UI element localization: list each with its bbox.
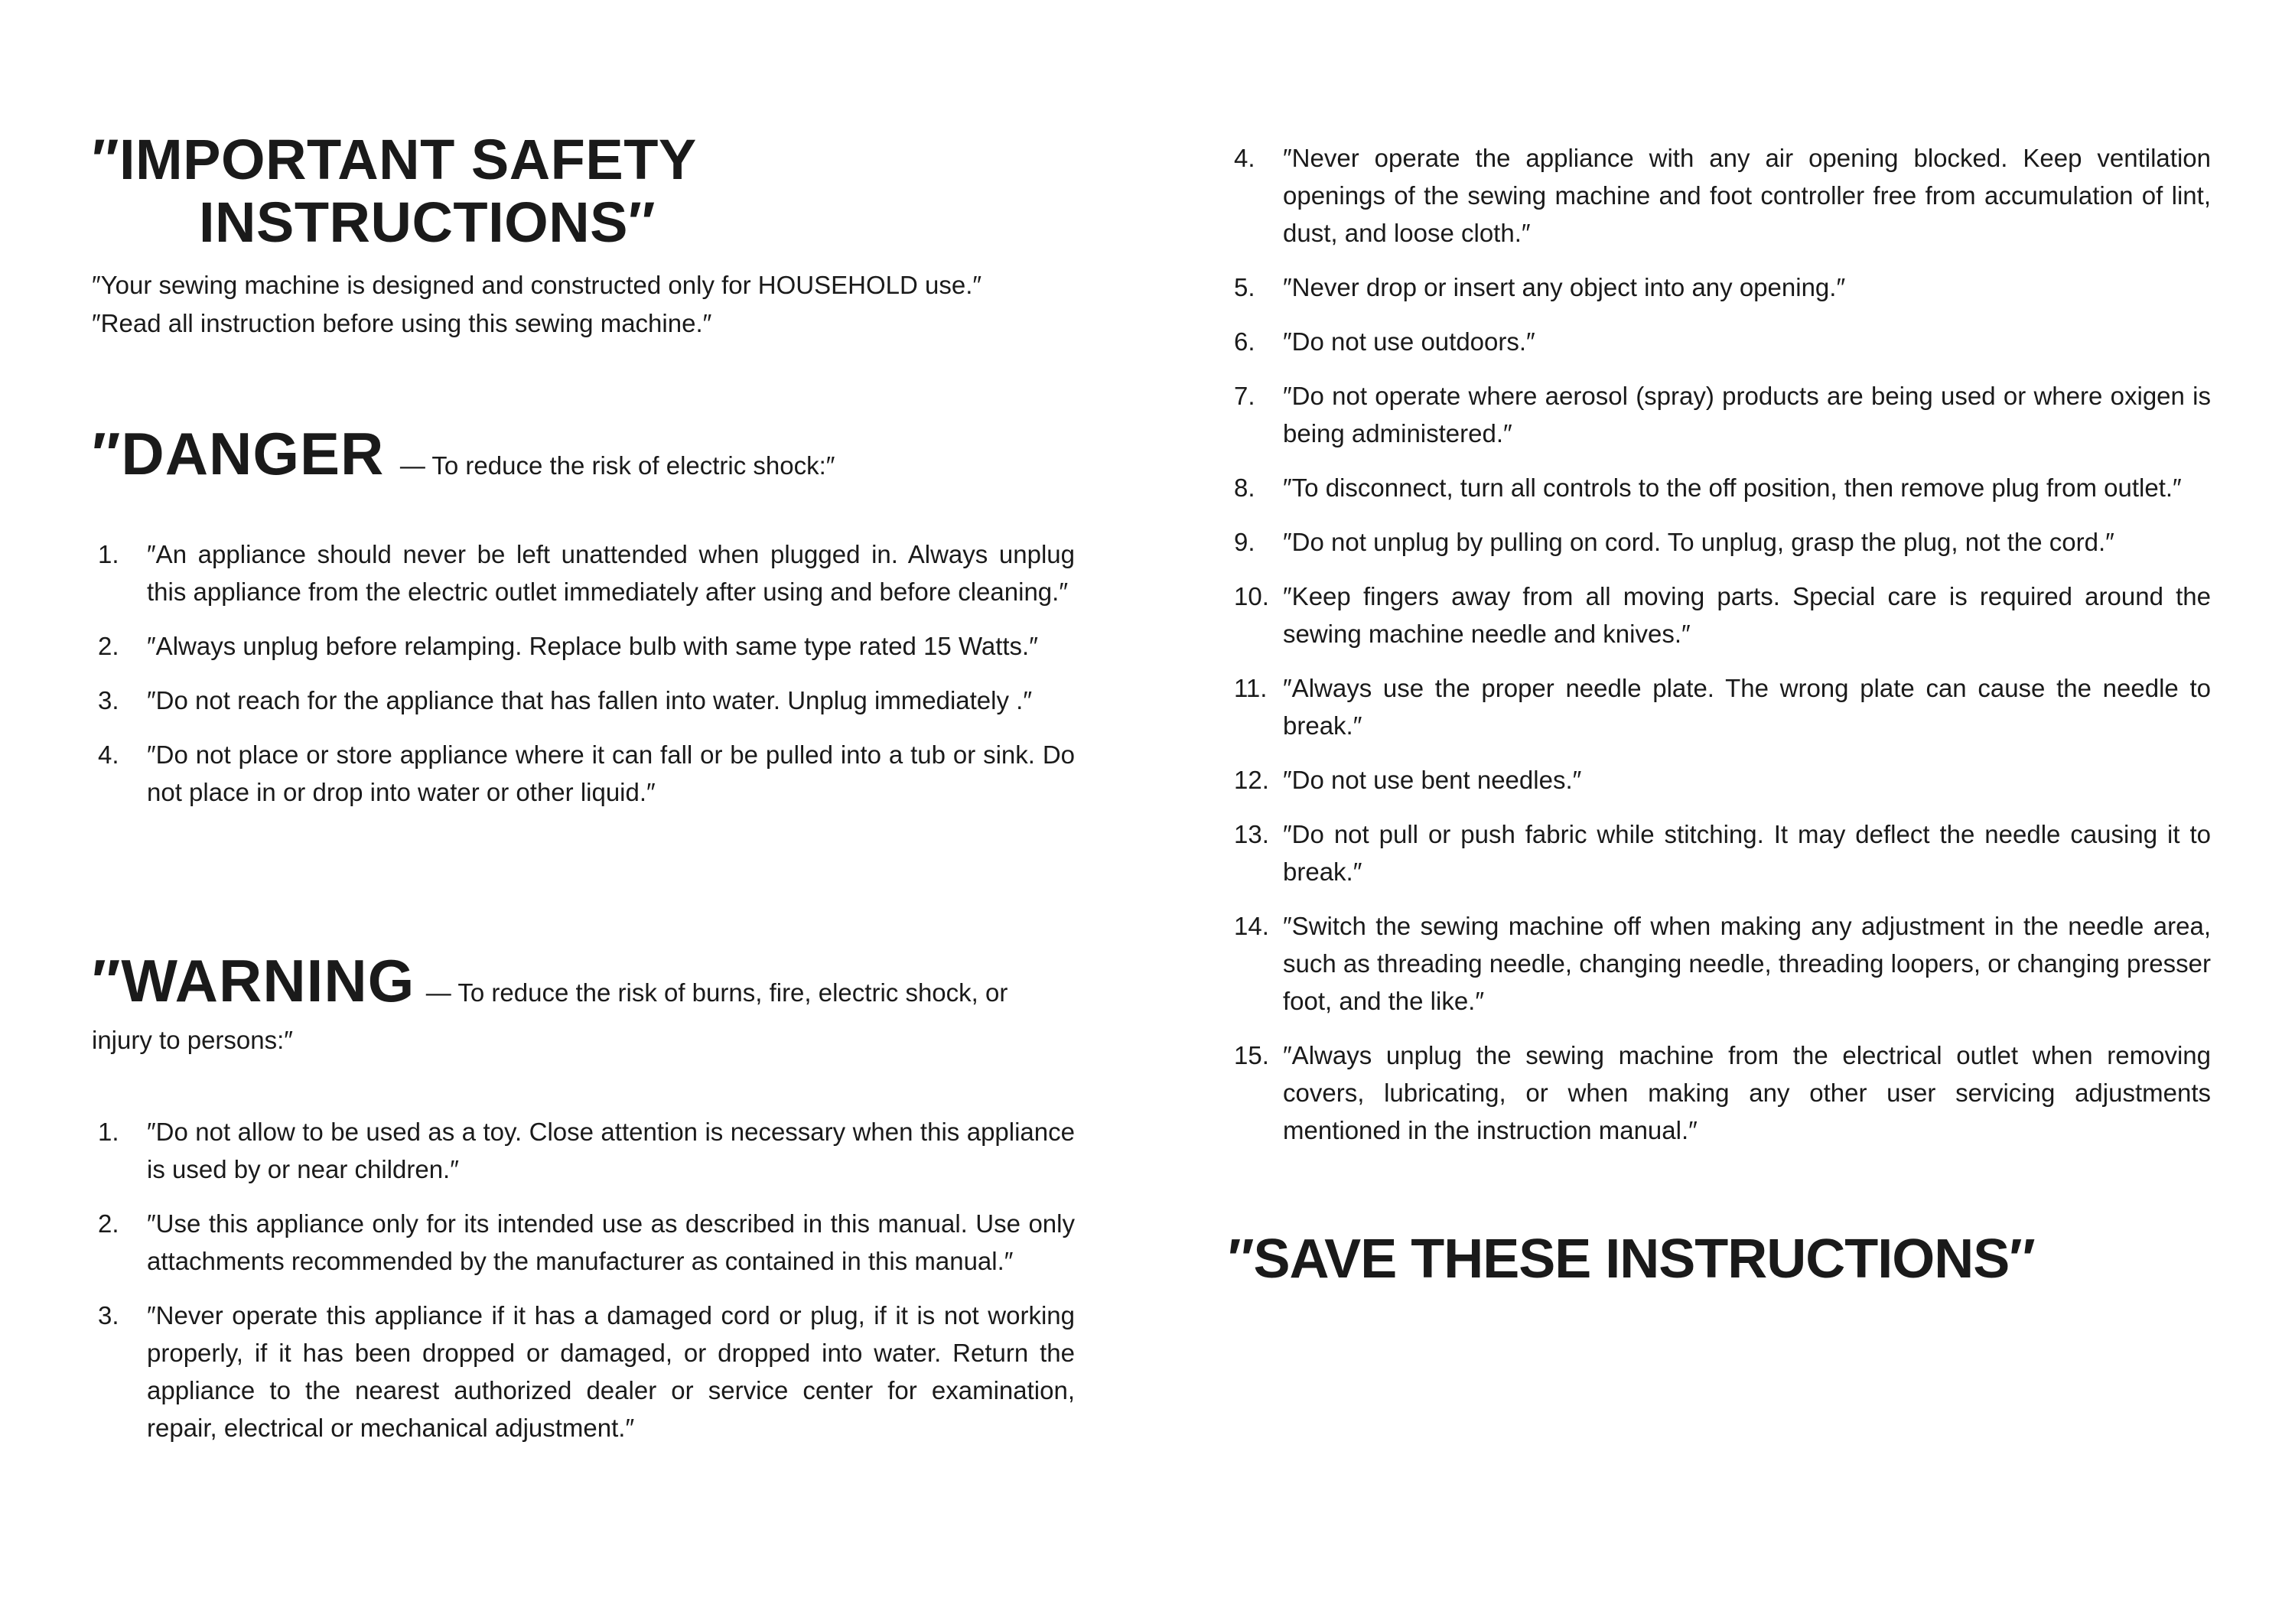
item-number: 4.	[98, 740, 119, 769]
item-number: 8.	[1234, 474, 1255, 502]
list-item	[92, 1113, 1075, 1188]
list-item	[92, 535, 1075, 610]
item-number: 5.	[1234, 273, 1255, 301]
item-number: 14.	[1234, 912, 1269, 940]
list-item	[92, 736, 1075, 811]
intro-line-2: ″Read all instruction before using this sewing machine.″	[92, 309, 712, 337]
item-number: 3.	[98, 686, 119, 714]
intro-line-1: ″Your sewing machine is designed and constructed only for HOUSEHOLD use.″	[92, 271, 982, 299]
item-number: 13.	[1234, 820, 1269, 848]
list-item	[1228, 523, 2211, 561]
item-text: ″Always unplug before relamping. Replace bulb with same type rated 15 Watts.″	[147, 632, 1038, 660]
item-text: ″Keep fingers away from all moving parts. Special care is required around the sewing machine needle and knives.″	[1283, 582, 2211, 648]
item-number: 6.	[1234, 327, 1255, 356]
item-text: ″Do not use outdoors.″	[1283, 327, 1535, 356]
list-item	[92, 1205, 1075, 1280]
item-number: 2.	[98, 1209, 119, 1238]
warning-title: ″WARNING	[92, 947, 415, 1014]
item-number: 15.	[1234, 1041, 1269, 1069]
item-text: ″Do not pull or push fabric while stitching. It may deflect the needle causing it to break.″	[1283, 820, 2211, 886]
danger-list	[92, 535, 1075, 828]
item-number: 10.	[1234, 582, 1269, 610]
item-text: ″To disconnect, turn all controls to the off position, then remove plug from outlet.″	[1283, 474, 2182, 502]
list-item	[1228, 815, 2211, 890]
item-text: ″Always use the proper needle plate. The wrong plate can cause the needle to break.″	[1283, 674, 2211, 740]
intro-text	[92, 266, 1075, 343]
item-number: 12.	[1234, 766, 1269, 794]
item-number: 7.	[1234, 382, 1255, 410]
warning-subtitle: — To reduce the risk of burns, fire, electric shock, or injury to persons:″	[92, 978, 1008, 1054]
list-item	[1228, 377, 2211, 452]
danger-heading	[92, 419, 1075, 489]
title-line-1: ″IMPORTANT SAFETY	[92, 128, 697, 191]
item-number: 4.	[1234, 144, 1255, 172]
item-text: ″Do not unplug by pulling on cord. To unplug, grasp the plug, not the cord.″	[1283, 528, 2114, 556]
item-number: 2.	[98, 632, 119, 660]
item-text: ″Do not use bent needles.″	[1283, 766, 1582, 794]
item-number: 1.	[98, 1118, 119, 1146]
item-text: ″Always unplug the sewing machine from the electrical outlet when removing covers, lubricating, or when making any other user servicing adjustments mentioned in the instruction manual.″	[1283, 1041, 2211, 1144]
item-text: ″Do not reach for the appliance that has fallen into water. Unplug immediately .″	[147, 686, 1033, 714]
warning-list	[92, 1113, 1075, 1463]
list-item	[1228, 139, 2211, 252]
item-text: ″Never operate this appliance if it has a damaged cord or plug, if it is not working properly, if it has been dropped or damaged, or dropped into water. Return the appliance to the nearest authorized dealer or service center for examination, repair, electrical or mechanical adjustment.″	[147, 1301, 1075, 1442]
item-number: 11.	[1234, 674, 1268, 702]
warning-list-continued	[1228, 139, 2211, 1166]
list-item	[1228, 578, 2211, 653]
item-text: ″Do not allow to be used as a toy. Close attention is necessary when this appliance is used by or near children.″	[147, 1118, 1075, 1183]
list-item	[1228, 669, 2211, 744]
list-item	[1228, 268, 2211, 306]
list-item	[1228, 323, 2211, 360]
item-text: ″Never operate the appliance with any air opening blocked. Keep ventilation openings of the sewing machine and foot controller free from accumulation of lint, dust, and loose cloth.″	[1283, 144, 2211, 247]
save-instructions-title: ″SAVE THESE INSTRUCTIONS″	[1228, 1229, 2035, 1290]
item-text: ″Switch the sewing machine off when making any adjustment in the needle area, such as threading needle, changing needle, threading loopers, or changing presser foot, and the like.″	[1283, 912, 2211, 1015]
title-line-2: INSTRUCTIONS″	[199, 190, 656, 254]
list-item	[92, 1297, 1075, 1447]
list-item	[1228, 469, 2211, 506]
item-number: 1.	[98, 540, 119, 568]
list-item	[1228, 761, 2211, 799]
list-item	[1228, 1037, 2211, 1149]
page-title	[92, 129, 697, 254]
item-text: ″Do not place or store appliance where it can fall or be pulled into a tub or sink. Do not place in or drop into water or other liquid.″	[147, 740, 1075, 806]
item-number: 9.	[1234, 528, 1255, 556]
warning-heading	[92, 947, 1075, 1069]
item-text: ″Never drop or insert any object into any opening.″	[1283, 273, 1846, 301]
list-item	[1228, 907, 2211, 1020]
danger-title: ″DANGER	[92, 420, 385, 487]
item-text: ″Do not operate where aerosol (spray) products are being used or where oxigen is being administered.″	[1283, 382, 2211, 447]
list-item	[92, 627, 1075, 665]
item-number: 3.	[98, 1301, 119, 1329]
item-text: ″Use this appliance only for its intended use as described in this manual. Use only attachments recommended by the manufacturer as contained in this manual.″	[147, 1209, 1075, 1275]
list-item	[92, 682, 1075, 719]
danger-subtitle: — To reduce the risk of electric shock:″	[399, 451, 835, 480]
item-text: ″An appliance should never be left unattended when plugged in. Always unplug this appliance from the electric outlet immediately after using and before cleaning.″	[147, 540, 1075, 606]
